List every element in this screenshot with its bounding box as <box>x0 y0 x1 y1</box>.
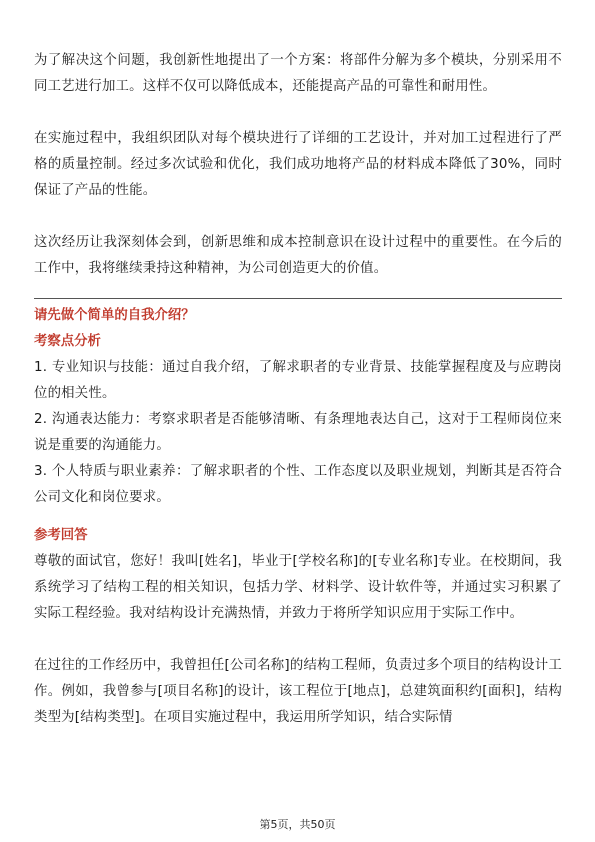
page-footer: 第5页，共50页 <box>259 818 336 831</box>
answer-heading: 参考回答 <box>34 528 88 543</box>
analysis-item-1: 1. 专业知识与技能：通过自我介绍，了解求职者的专业背景、技能掌握程度及与应聘岗位的相关性。 <box>34 360 562 401</box>
body-paragraph-3: 这次经历让我深刻体会到，创新思维和成本控制意识在设计过程中的重要性。在今后的工作中，我将继续秉持这种精神，为公司创造更大的价值。 <box>34 235 562 276</box>
body-paragraph-2: 在实施过程中，我组织团队对每个模块进行了详细的工艺设计，并对加工过程进行了严格的质量控制。经过多次试验和优化，我们成功地将产品的材料成本降低了30%，同时保证了产品的性能。 <box>34 131 562 198</box>
page-content <box>34 48 562 731</box>
analysis-heading: 考察点分析 <box>34 334 101 349</box>
body-paragraph-1: 为了解决这个问题，我创新性地提出了一个方案：将部件分解为多个模块，分别采用不同工艺进行加工。这样不仅可以降低成本，还能提高产品的可靠性和耐用性。 <box>34 53 562 94</box>
section-divider <box>34 298 562 299</box>
analysis-item-2: 2. 沟通表达能力：考察求职者是否能够清晰、有条理地表达自己，这对于工程师岗位来说是重要的沟通能力。 <box>34 412 562 453</box>
answer-paragraph-2: 在过往的工作经历中，我曾担任[公司名称]的结构工程师，负责过多个项目的结构设计工作。例如，我曾参与[项目名称]的设计，该工程位于[地点]，总建筑面积约[面积]，结构类型为[结构类型]。在项目实施过程中，我运用所学知识，结合实际情 <box>34 658 562 725</box>
analysis-item-3: 3. 个人特质与职业素养：了解求职者的个性、工作态度以及职业规划，判断其是否符合公司文化和岗位要求。 <box>34 464 562 505</box>
interview-question: 请先做个简单的自我介绍？ <box>34 308 195 323</box>
answer-paragraph-1: 尊敬的面试官，您好！我叫[姓名]，毕业于[学校名称]的[专业名称]专业。在校期间，我系统学习了结构工程的相关知识，包括力学、材料学、设计软件等，并通过实习积累了实际工程经验。我对结构设计充满热情，并致力于将所学知识应用于实际工作中。 <box>34 554 562 621</box>
